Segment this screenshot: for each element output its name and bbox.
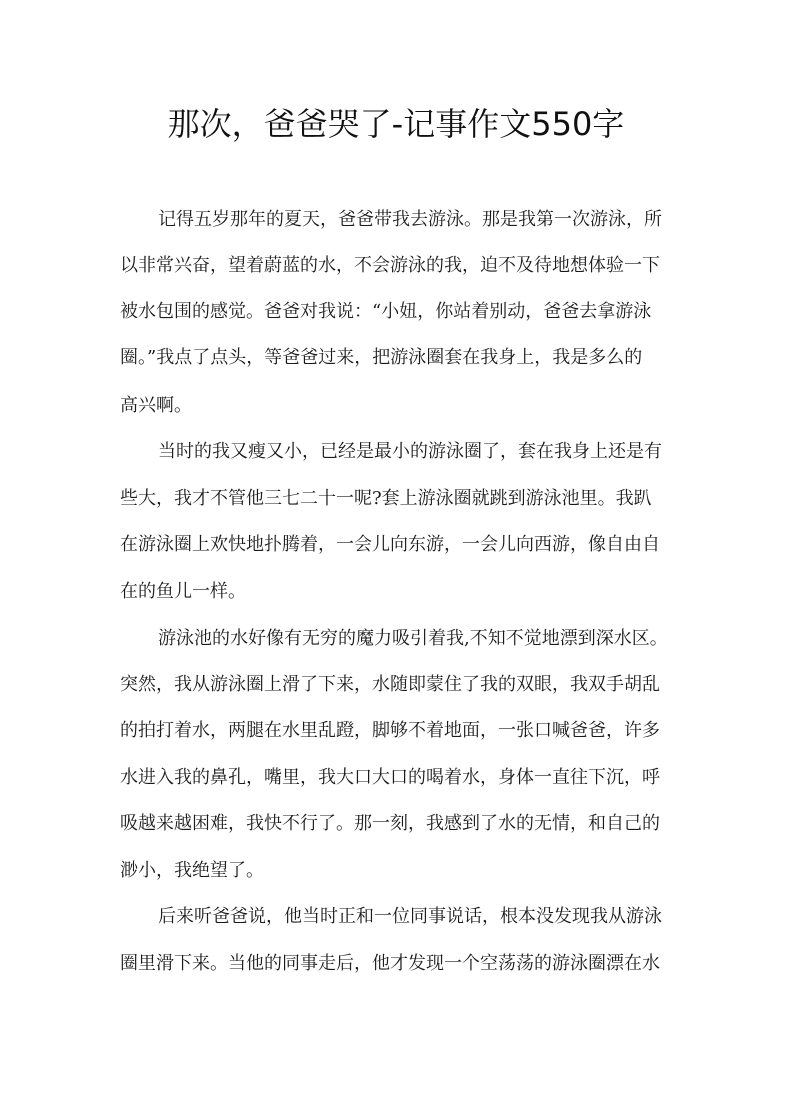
paragraph-3-line-6: 渺小，我绝望了。 [120, 860, 264, 881]
paragraph-3-line-4: 水进入我的鼻孔，嘴里，我大口大口的喝着水，身体一直往下沉，呼 [120, 767, 660, 788]
paragraph-1-line-3: 被水包围的感觉。爸爸对我说：“小妞，你站着别动，爸爸去拿游泳 [120, 301, 652, 322]
paragraph-3-line-5: 吸越来越困难，我快不行了。那一刻，我感到了水的无情，和自己的 [120, 813, 660, 834]
paragraph-3-line-2: 突然，我从游泳圈上滑了下来，水随即蒙住了我的双眼，我双手胡乱 [120, 674, 660, 695]
paragraph-2-line-2: 些大，我才不管他三七二十一呢?套上游泳圈就跳到游泳池里。我趴 [120, 488, 652, 509]
paragraph-2-line-3: 在游泳圈上欢快地扑腾着，一会儿向东游，一会儿向西游，像自由自 [120, 534, 660, 555]
paragraph-2-line-4: 在的鱼儿一样。 [120, 581, 246, 602]
paragraph-1-line-1: 记得五岁那年的夏天，爸爸带我去游泳。那是我第一次游泳，所 [158, 209, 662, 230]
paragraph-1-line-5: 高兴啊。 [120, 395, 192, 416]
paragraph-4-line-2: 圈里滑下来。当他的同事走后，他才发现一个空荡荡的游泳圈漂在水 [120, 953, 660, 974]
paragraph-1-line-4: 圈。”我点了点头，等爸爸过来，把游泳圈套在我身上，我是多么的 [120, 347, 643, 368]
document-title: 那次，爸爸哭了-记事作文550字 [167, 105, 625, 143]
paragraph-1-line-2: 以非常兴奋，望着蔚蓝的水，不会游泳的我，迫不及待地想体验一下 [120, 255, 660, 276]
paragraph-3-line-1: 游泳池的水好像有无穷的魔力吸引着我,不知不觉地漂到深水区。 [158, 628, 668, 649]
paragraph-2-line-1: 当时的我又瘦又小，已经是最小的游泳圈了，套在我身上还是有 [158, 441, 662, 462]
paragraph-3-line-3: 的拍打着水，两腿在水里乱蹬，脚够不着地面，一张口喊爸爸，许多 [120, 720, 660, 741]
paragraph-4-line-1: 后来听爸爸说，他当时正和一位同事说话，根本没发现我从游泳 [158, 906, 662, 927]
